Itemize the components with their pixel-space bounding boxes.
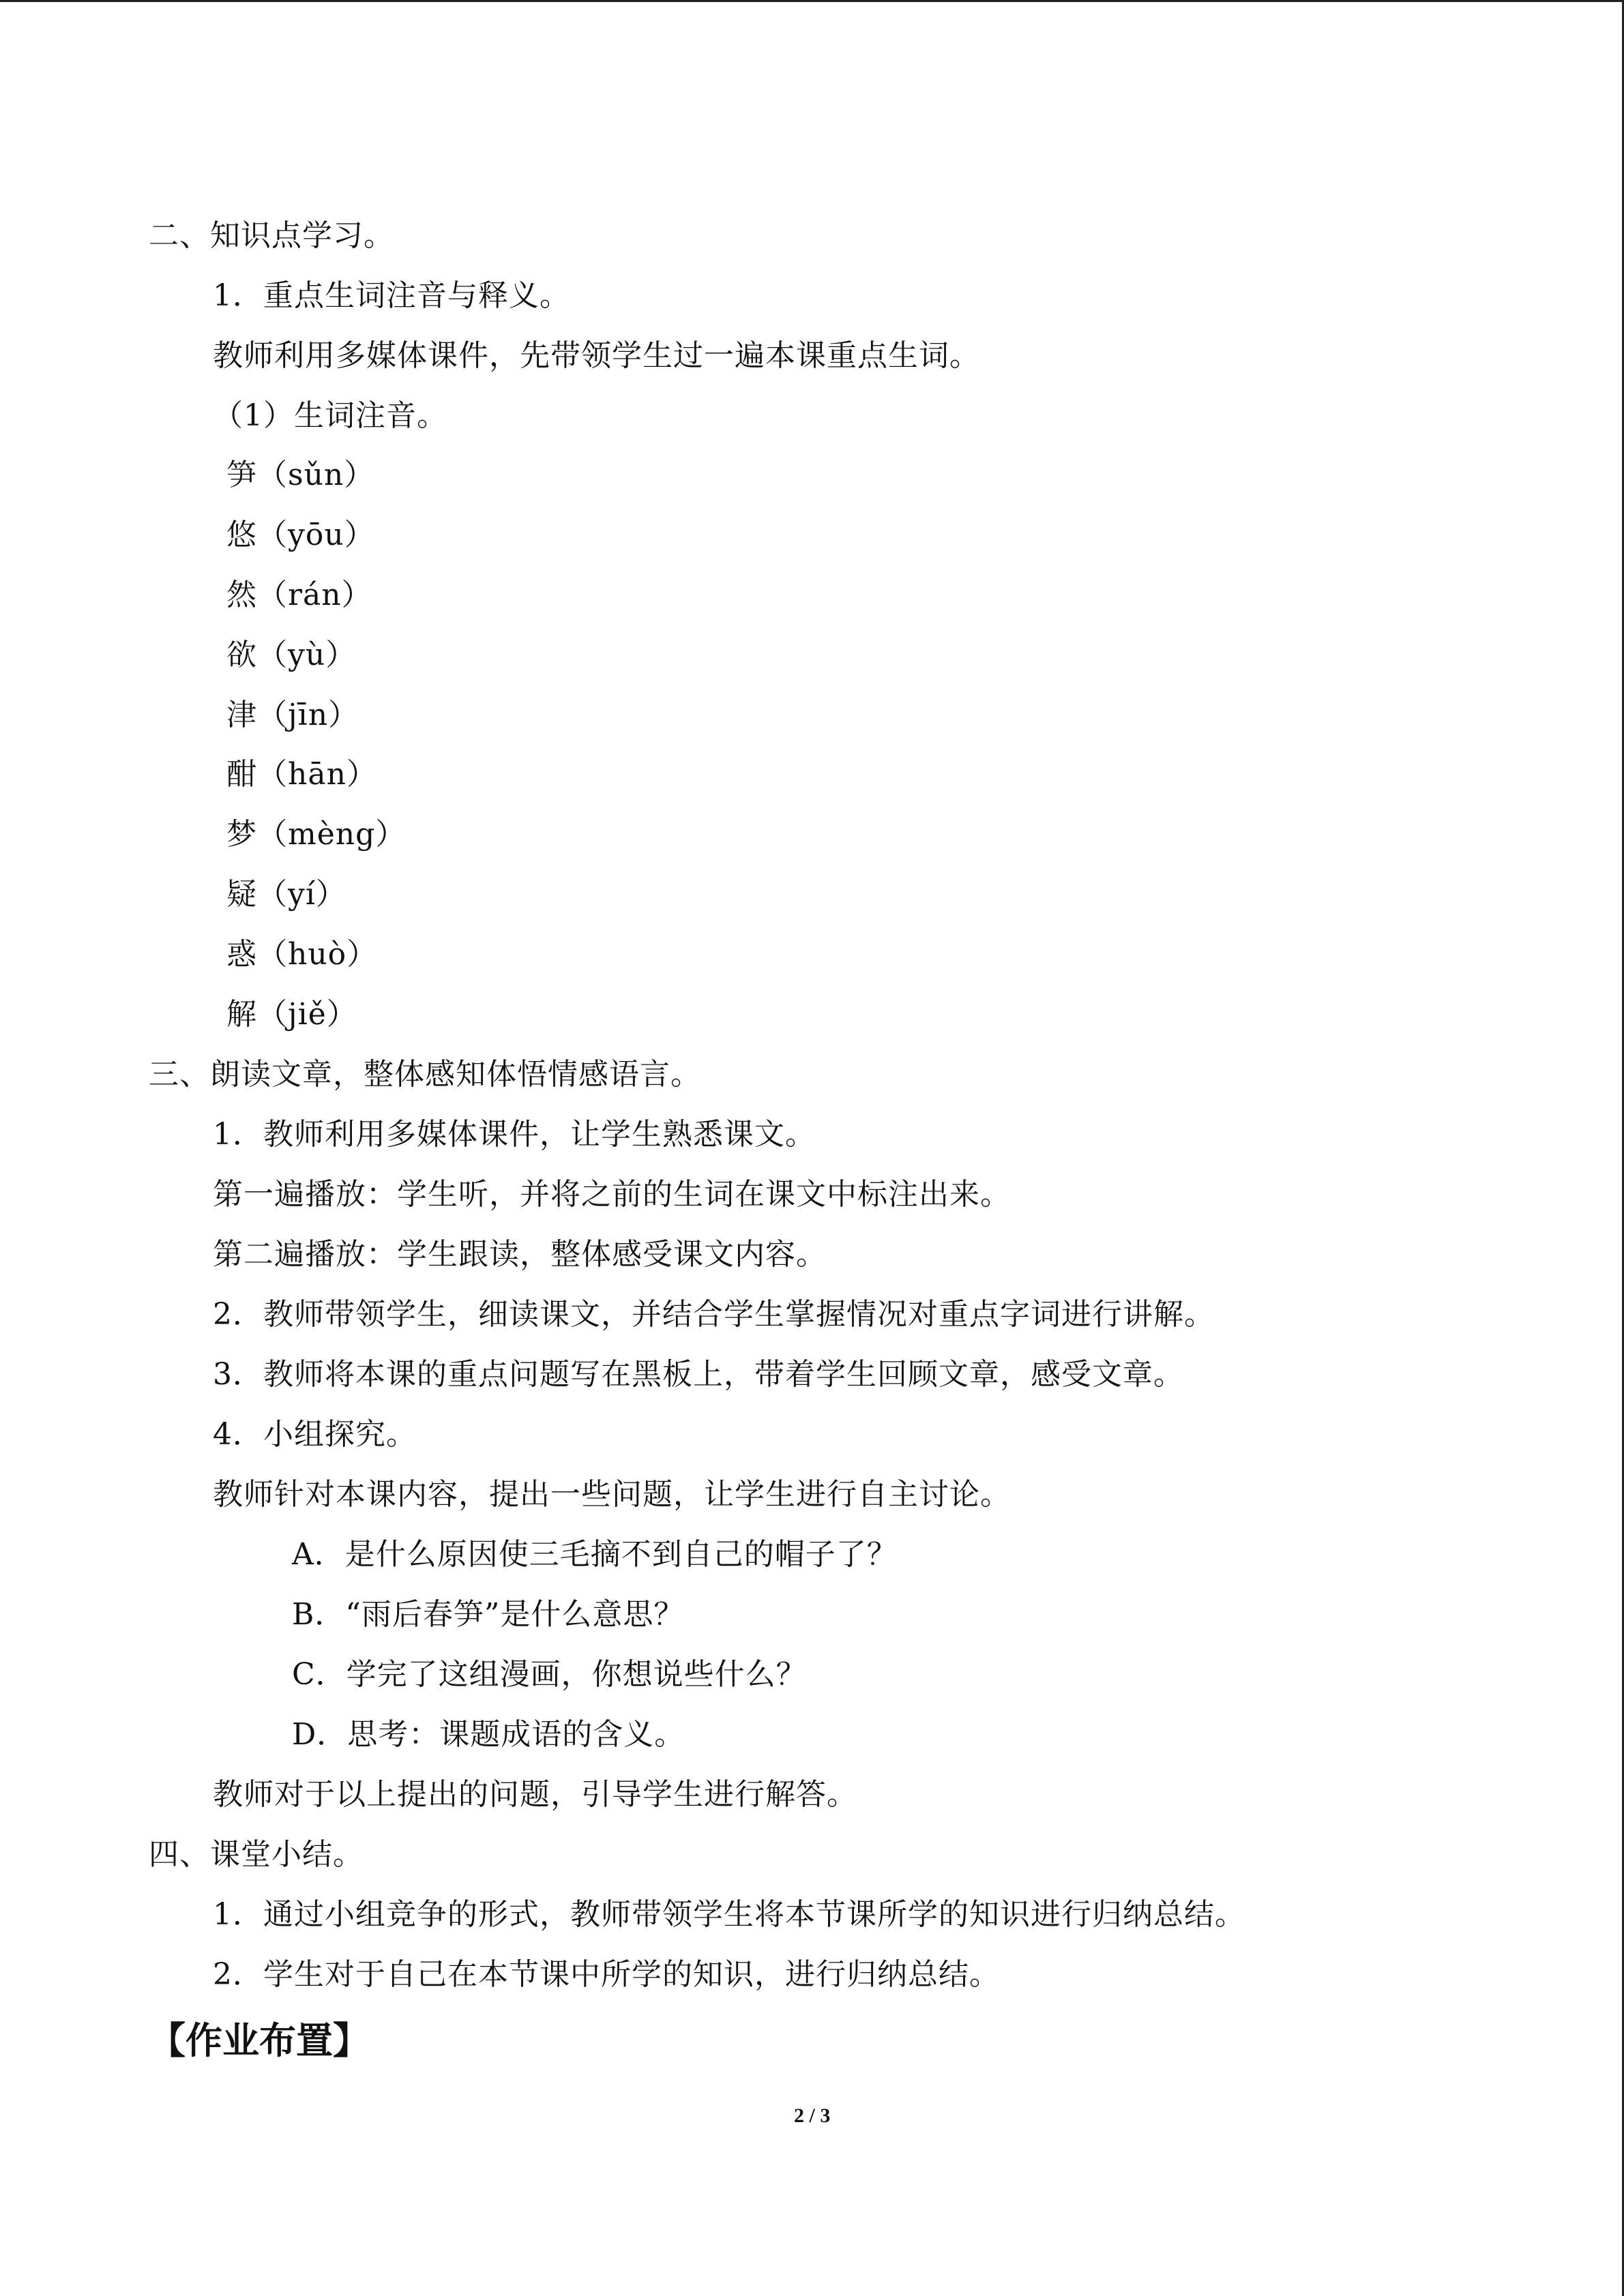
- section-3-item-3: 3．教师将本课的重点问题写在黑板上，带着学生回顾文章，感受文章。: [213, 1357, 1184, 1392]
- section-4-item-2: 2．学生对于自己在本节课中所学的知识，进行归纳总结。: [213, 1957, 1000, 1992]
- section-2-sub-1: （1）生词注音。: [213, 398, 447, 433]
- section-3-item-2: 2．教师带领学生，细读课文，并结合学生掌握情况对重点字词进行讲解。: [213, 1297, 1215, 1332]
- discussion-question: C．学完了这组漫画，你想说些什么？: [292, 1657, 807, 1692]
- section-3-item-1: 1．教师利用多媒体课件，让学生熟悉课文。: [213, 1117, 816, 1152]
- section-2-item-1: 1．重点生词注音与释义。: [213, 278, 570, 313]
- discussion-question: D．思考：课题成语的含义。: [292, 1717, 685, 1752]
- section-4-item-1: 1．通过小组竞争的形式，教师带领学生将本节课所学的知识进行归纳总结。: [213, 1897, 1245, 1932]
- vocab-word: 解（jiě）: [226, 997, 357, 1032]
- section-2-title: 二、知识点学习。: [149, 218, 394, 253]
- vocab-word: 梦（mèng）: [226, 817, 407, 852]
- vocab-word: 然（rán）: [226, 578, 372, 612]
- vocab-word: 惑（huò）: [226, 937, 378, 972]
- page-number: 2 / 3: [794, 2104, 831, 2127]
- section-3-item-4: 4．小组探究。: [213, 1417, 417, 1452]
- vocab-word: 酣（hān）: [226, 757, 377, 792]
- vocab-word: 疑（yí）: [226, 877, 346, 912]
- section-3-play-1: 第一遍播放：学生听，并将之前的生词在课文中标注出来。: [213, 1177, 1011, 1212]
- section-3-title: 三、朗读文章，整体感知体悟情感语言。: [149, 1057, 701, 1092]
- vocab-word: 津（jīn）: [226, 698, 359, 732]
- vocab-word: 欲（yù）: [226, 638, 357, 672]
- homework-heading: 【作业布置】: [149, 2019, 370, 2062]
- vocab-word: 笋（sǔn）: [226, 458, 375, 492]
- section-3-play-2: 第二遍播放：学生跟读，整体感受课文内容。: [213, 1237, 827, 1272]
- section-4-title: 四、课堂小结。: [149, 1837, 364, 1872]
- discussion-question: B．“雨后春笋”是什么意思？: [292, 1597, 685, 1632]
- vocab-word: 悠（yōu）: [226, 518, 375, 552]
- section-3-closing: 教师对于以上提出的问题，引导学生进行解答。: [213, 1777, 857, 1812]
- discussion-question: A．是什么原因使三毛摘不到自己的帽子了？: [292, 1537, 898, 1572]
- section-2-intro: 教师利用多媒体课件，先带领学生过一遍本课重点生词。: [213, 338, 980, 373]
- section-3-discuss-intro: 教师针对本课内容，提出一些问题，让学生进行自主讨论。: [213, 1477, 1011, 1512]
